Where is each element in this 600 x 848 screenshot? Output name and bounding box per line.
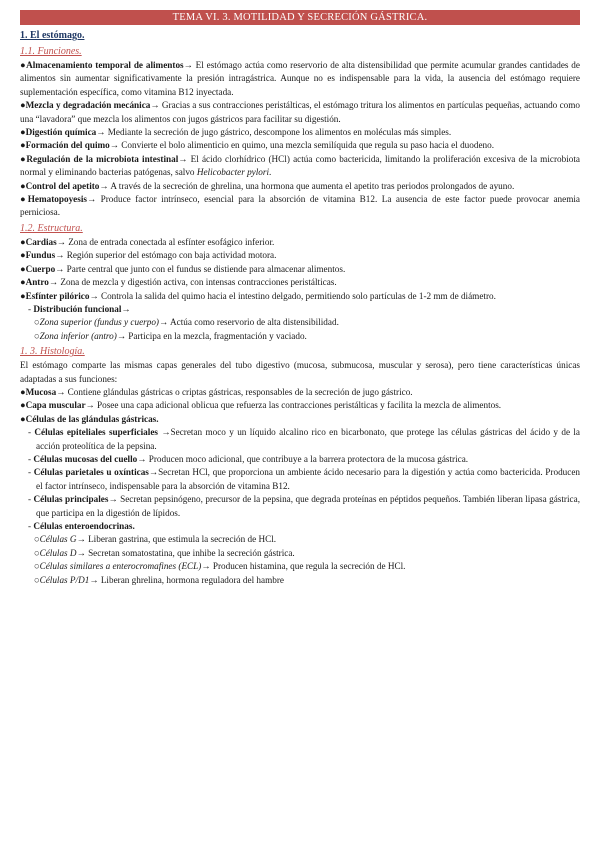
dash-item: - Células enteroendocrinas. <box>28 521 135 531</box>
list-item: ●Hematopoyesis→ Produce factor intrínseco, esencial para la absorción de vitamina B12. La ausencia de este factor puede provocar anemia perniciosa. <box>20 194 580 218</box>
list-item: ●Control del apetito→ A través de la secreción de ghrelina, una hormona que aumenta el apetito tras periodos prolongados de ayuno. <box>20 180 515 191</box>
list-item: ●Almacenamiento temporal de alimentos→ El estómago actúa como reservorio de alta distensibilidad que permite acumular grandes cantidades de alimentos sin aumentar significativamente la presión intragástrica. Aunque no es indispensable para la vida, la ausencia del estómago requiere suplementación específica, como vitamina B12 inyectada. <box>20 60 580 97</box>
list-item: ●Regulación de la microbiota intestinal→ El ácido clorhídrico (HCl) actúa como bactericida, limitando la proliferación excesiva de la microbiota normal y eliminando bacterias patógenas, salvo Helicobacter pylori. <box>20 153 580 178</box>
list-item: ●Cuerpo→ Parte central que junto con el fundus se distiende para almacenar alimentos. <box>20 263 346 274</box>
subsection-heading-funciones: 1.1. Funciones. <box>20 46 82 57</box>
list-item: ●Mucosa→ Contiene glándulas gástricas o criptas gástricas, responsables de la secreción de jugo gástrico. <box>20 386 413 397</box>
list-item: ●Cardias→ Zona de entrada conectada al esfínter esofágico inferior. <box>20 236 275 247</box>
list-item: ●Fundus→ Región superior del estómago con baja actividad motora. <box>20 250 277 261</box>
section-heading-estomago: 1. El estómago. <box>20 30 85 41</box>
sub-item: ○Zona inferior (antro)→ Participa en la mezcla, fragmentación y vaciado. <box>34 330 307 341</box>
list-item: ●Mezcla y degradación mecánica→ Gracias a sus contracciones peristálticas, el estómago tritura los alimentos en partículas pequeñas, actuando como una “lavadora” que mezcla los alimentos con jugos gástricos para facilitar su digestión. <box>20 100 580 124</box>
list-item: ●Células de las glándulas gástricas. <box>20 413 159 424</box>
paragraph: El estómago comparte las mismas capas generales del tubo digestivo (mucosa, submucosa, muscular y serosa), pero tiene características únicas adaptadas a sus funciones: <box>20 360 580 384</box>
list-item: ●Capa muscular→ Posee una capa adicional oblicua que refuerza las contracciones peristálticas y facilita la mezcla de alimentos. <box>20 400 502 411</box>
sub-item: ○Células similares a enterocromafines (ECL)→ Producen histamina, que regula la secreción de HCl. <box>34 561 406 572</box>
dash-item: - Células epiteliales superficiales →Secretan moco y un líquido alcalino rico en bicarbonato, que protege las células gástricas del ácido y de la acción proteolítica de la pepsina. <box>28 427 580 451</box>
document-page <box>20 10 580 587</box>
sub-item: ○Zona superior (fundus y cuerpo)→ Actúa como reservorio de alta distensibilidad. <box>34 317 339 328</box>
dash-item: - Distribución funcional→ <box>28 303 131 314</box>
sub-item: ○Células D→ Secretan somatostatina, que inhibe la secreción gástrica. <box>34 547 295 558</box>
dash-item: - Células principales→ Secretan pepsinógeno, precursor de la pepsina, que degrada proteínas en péptidos pequeños. También liberan lipasa gástrica, que participa en la digestión de lípidos. <box>28 494 580 518</box>
dash-item: - Células mucosas del cuello→ Producen moco adicional, que contribuye a la barrera protectora de la mucosa gástrica. <box>28 453 469 464</box>
page-title: TEMA VI. 3. MOTILIDAD Y SECRECIÓN GÁSTRICA. <box>20 10 580 25</box>
list-item: ●Antro→ Zona de mezcla y digestión activa, con intensas contracciones peristálticas. <box>20 277 337 288</box>
subsection-heading-histologia: 1. 3. Histología. <box>20 346 85 358</box>
sub-item: ○Células P/D1→ Liberan ghrelina, hormona reguladora del hambre <box>34 574 284 585</box>
dash-item: - Células parietales u oxínticas→Secretan HCl, que proporciona un ambiente ácido necesario para la digestión y actúa como bactericida. Producen el factor intrínseco, indispensable para la absorción de vitamina B12. <box>28 467 581 491</box>
list-item: ●Formación del quimo→ Convierte el bolo alimenticio en quimo, una mezcla semilíquida que regula su paso hacia el duodeno. <box>20 140 495 151</box>
list-item: ●Digestión química→ Mediante la secreción de jugo gástrico, descompone los alimentos en moléculas más simples. <box>20 127 452 138</box>
sub-item: ○Células G→ Liberan gastrina, que estimula la secreción de HCl. <box>34 534 277 545</box>
subsection-heading-estructura: 1.2. Estructura. <box>20 222 83 234</box>
list-item: ●Esfínter pilórico→ Controla la salida del quimo hacia el intestino delgado, permitiendo solo partículas de 1-2 mm de diámetro. <box>20 290 496 301</box>
